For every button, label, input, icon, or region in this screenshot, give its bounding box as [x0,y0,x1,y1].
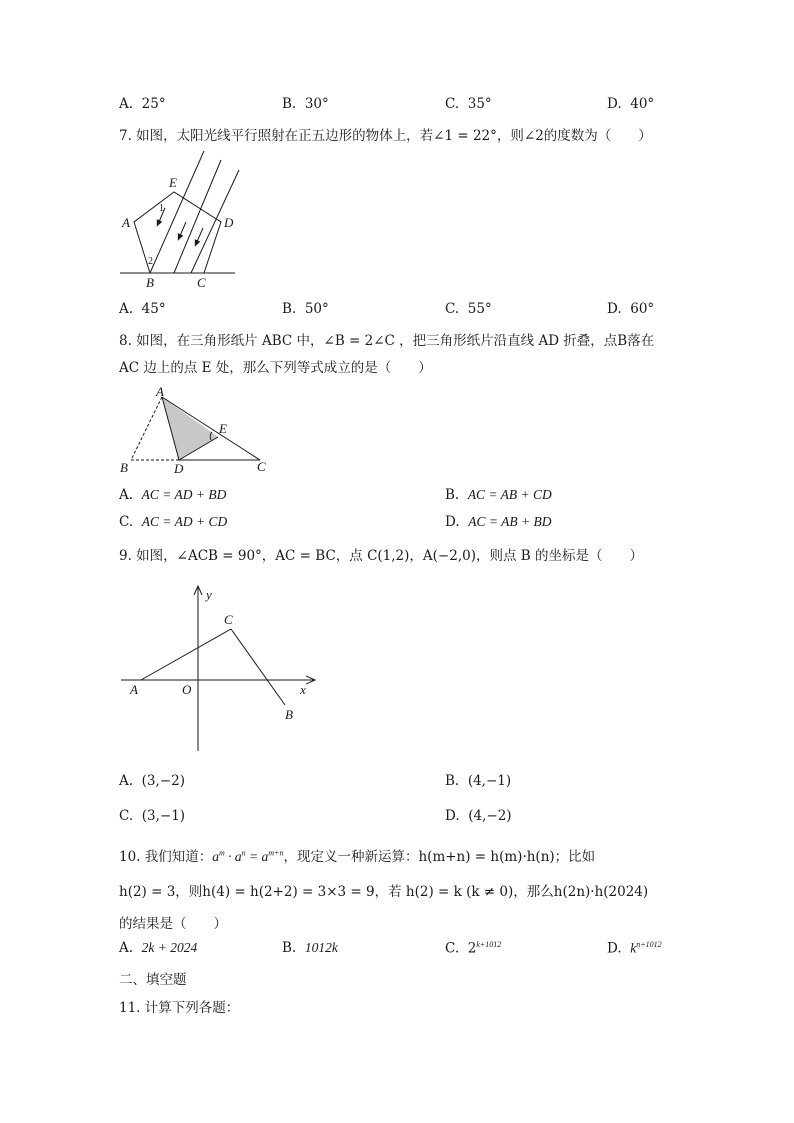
q9-label-c: C [224,612,233,627]
q6-option-d: D. 40° [607,96,655,112]
q9-option-b: B. (4,−1) [445,773,512,789]
q9-option-c: C. (3,−1) [119,808,186,824]
q6-option-c: C. 35° [445,96,492,112]
q8-option-c: C. AC = AD + CD [119,514,228,530]
q7-label-angle-1: 1 [159,203,164,214]
q9-label-a: A [130,682,138,697]
q9-label-x: x [300,682,306,697]
q8-label-b: B [120,460,128,475]
q10-option-b: B. 1012k [282,940,338,956]
q8-stem-line1: 8. 如图，在三角形纸片 ABC 中，∠B = 2∠C ，把三角形纸片沿直线 AD 折叠，点B落在 [119,333,655,349]
q10-option-c: C. $2^{k+1012}$ [445,940,502,957]
q6-option-a: A. 25° [119,96,166,112]
q10-option-a: A. 2k + 2024 [119,940,198,956]
q7-option-d: D. 60° [607,301,655,317]
q9-label-y: y [206,587,212,602]
q10-line3: 的结果是（ ） [119,916,227,932]
q7-label-e: E [169,175,177,190]
q8-label-e: E [219,421,227,436]
q6-option-b: B. 30° [282,96,329,112]
q7-label-d: D [224,215,234,230]
q11-stem: 11. 计算下列各题： [119,1000,240,1016]
q9-option-a: A. (3,−2) [119,773,185,789]
q7-label-c: C [197,275,206,290]
q10-line1: 10. 我们知道：$a^m \cdot a^n = a^{m+n}$，现定义一种新运算：h(m+n) = h(m)·h(n)；比如 [119,848,596,865]
q9-label-o: O [182,682,192,697]
q8-label-d: D [174,461,184,476]
section-title-fill-in: 二、填空题 [119,972,187,988]
q7-option-a: A. 45° [119,301,166,317]
q9-stem: 9. 如图，∠ACB = 90°，AC = BC，点 C(1,2)，A(−2,0)，则点 B 的坐标是（ ） [119,548,643,564]
q9-label-b: B [285,707,293,722]
q8-stem-line2: AC 边上的点 E 处，那么下列等式成立的是（ ） [119,360,432,376]
q7-label-b: B [146,275,154,290]
q7-option-b: B. 50° [282,301,329,317]
q8-option-d: D. AC = AB + BD [445,514,552,530]
q8-option-a: A. AC = AD + BD [119,487,227,503]
q10-option-d: D. $k^{n+1012}$ [607,940,662,957]
q8-label-c: C [257,459,266,474]
q7-option-c: C. 55° [445,301,492,317]
q7-label-angle-2: 2 [148,256,153,267]
q8-label-a: A [156,384,164,399]
q7-stem: 7. 如图，太阳光线平行照射在正五边形的物体上，若∠1 = 22°，则∠2的度数为（ ） [119,128,652,144]
q7-label-a: A [122,215,130,230]
q10-line2: h(2) = 3，则h(4) = h(2+2) = 3×3 = 9，若 h(2) = k (k ≠ 0)，那么h(2n)·h(2024) [119,884,649,900]
q8-option-b: B. AC = AB + CD [445,487,552,503]
q9-option-d: D. (4,−2) [445,808,512,824]
